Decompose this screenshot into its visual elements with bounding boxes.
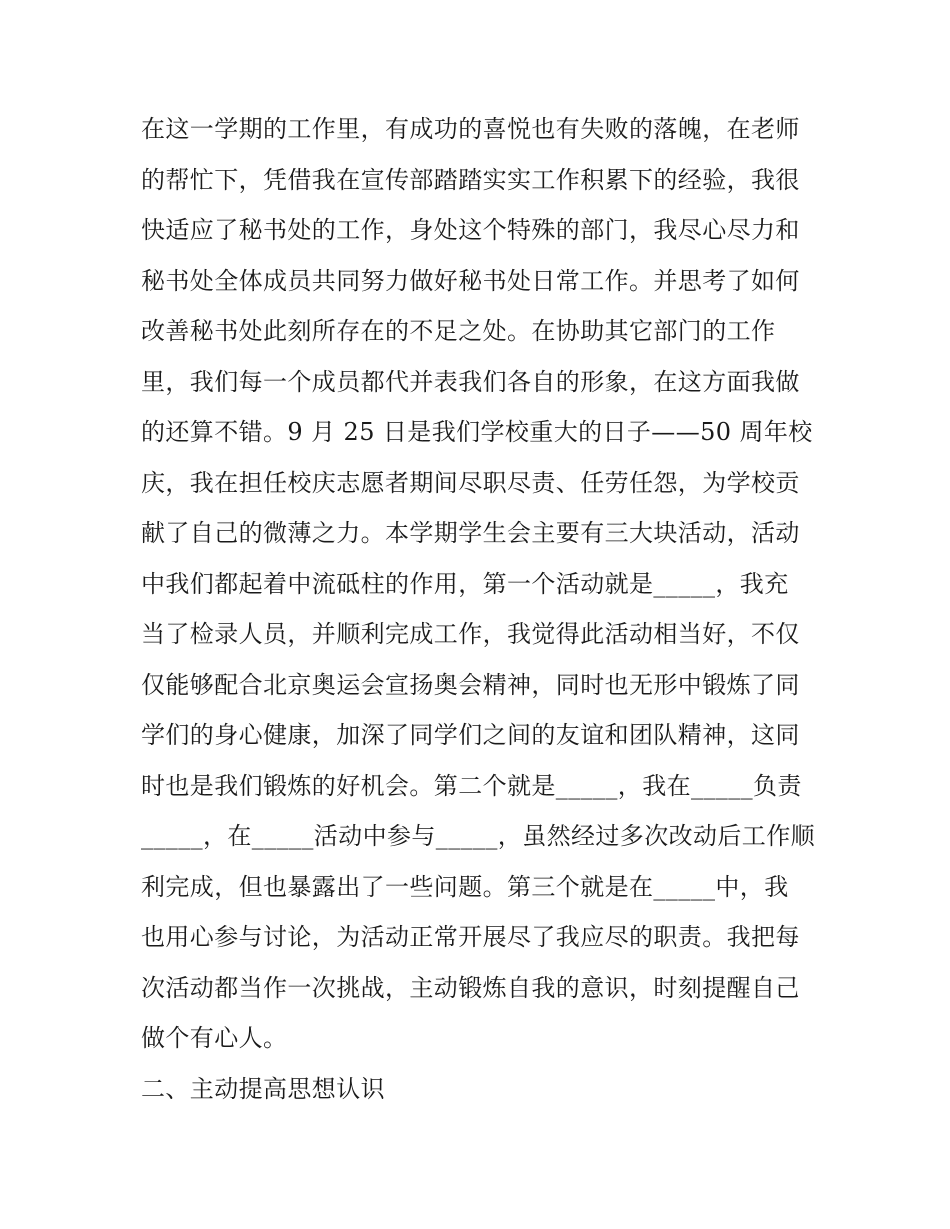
- section-heading: 二、主动提高思想认识: [141, 1075, 385, 1103]
- paragraph-line: 次活动都当作一次挑战，主动锻炼自我的意识，时刻提醒自己: [141, 974, 800, 1002]
- paragraph-line: 仅能够配合北京奥运会宣扬奥会精神，同时也无形中锻炼了同: [141, 671, 800, 699]
- paragraph-line: 秘书处全体成员共同努力做好秘书处日常工作。并思考了如何: [141, 267, 800, 295]
- paragraph-line: 时也是我们锻炼的好机会。第二个就是_____，我在_____负责: [141, 772, 802, 800]
- paragraph-line: 庆，我在担任校庆志愿者期间尽职尽责、任劳任怨，为学校贡: [141, 469, 800, 497]
- paragraph-line: 里，我们每一个成员都代并表我们各自的形象，在这方面我做: [141, 368, 800, 396]
- paragraph-line: 献了自己的微薄之力。本学期学生会主要有三大块活动，活动: [141, 519, 800, 547]
- paragraph-line: 快适应了秘书处的工作，身处这个特殊的部门，我尽心尽力和: [141, 216, 800, 244]
- paragraph-line: 利完成，但也暴露出了一些问题。第三个就是在_____中，我: [141, 873, 789, 901]
- paragraph-line: 的还算不错。9 月 25 日是我们学校重大的日子——50 周年校: [141, 418, 813, 446]
- paragraph-line: 做个有心人。: [141, 1024, 288, 1052]
- paragraph-line: 也用心参与讨论，为活动正常开展尽了我应尽的职责。我把每: [141, 923, 800, 951]
- paragraph-line: 当了检录人员，并顺利完成工作，我觉得此活动相当好，不仅: [141, 620, 800, 648]
- paragraph-line: _____，在_____活动中参与_____，虽然经过多次改动后工作顺: [141, 822, 815, 850]
- paragraph-line: 的帮忙下，凭借我在宣传部踏踏实实工作积累下的经验，我很: [141, 166, 800, 194]
- paragraph-line: 学们的身心健康，加深了同学们之间的友谊和团队精神，这同: [141, 721, 800, 749]
- paragraph-line: 在这一学期的工作里，有成功的喜悦也有失败的落魄，在老师: [141, 115, 800, 143]
- paragraph-line: 中我们都起着中流砥柱的作用，第一个活动就是_____，我充: [141, 570, 789, 598]
- paragraph-line: 改善秘书处此刻所存在的不足之处。在协助其它部门的工作: [141, 317, 776, 345]
